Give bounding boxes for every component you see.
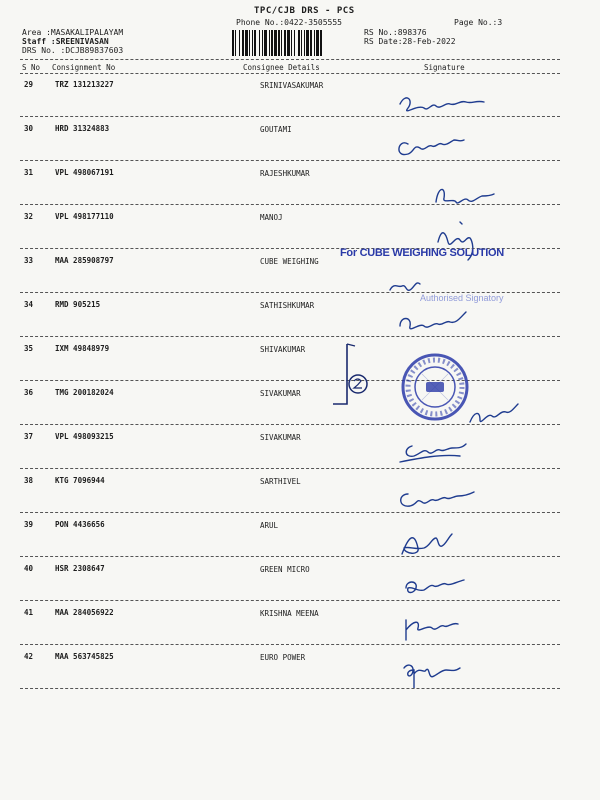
- row-sno: 35: [24, 344, 34, 353]
- table-row: [0, 564, 600, 608]
- row-consignee: GOUTAMI: [260, 125, 292, 134]
- table-row: [0, 168, 600, 212]
- drs-number: DRS No. :DCJB89837603: [22, 46, 124, 55]
- row-consignment-no: KTG 7096944: [55, 476, 105, 485]
- row-consignee: RAJESHKUMAR: [260, 169, 310, 178]
- row-signature: [390, 526, 540, 566]
- col-consignee: Consignee Details: [243, 63, 320, 72]
- row-divider: [20, 336, 560, 337]
- row-signature: [390, 130, 540, 170]
- row-consignee: EURO POWER: [260, 653, 306, 662]
- table-row: [0, 124, 600, 168]
- table-row: [0, 652, 600, 696]
- table-row: [0, 432, 600, 476]
- row-consignment-no: IXM 49848979: [55, 344, 110, 353]
- bracket-mark: [325, 340, 385, 420]
- table-row: [0, 300, 600, 344]
- row-sno: 42: [24, 652, 34, 661]
- row-signature: [390, 86, 540, 126]
- table-row: [0, 212, 600, 256]
- row-sno: 41: [24, 608, 34, 617]
- table-row: [0, 388, 600, 432]
- row-divider: [20, 116, 560, 117]
- row-consignment-no: VPL 498067191: [55, 168, 114, 177]
- row-consignment-no: TRZ 131213227: [55, 80, 114, 89]
- table-row: [0, 476, 600, 520]
- row-sno: 33: [24, 256, 34, 265]
- row-consignment-no: VPL 498093215: [55, 432, 114, 441]
- table-row: [0, 256, 600, 300]
- row-sno: 37: [24, 432, 34, 441]
- row-sno: 31: [24, 168, 34, 177]
- row-consignee: SATHISHKUMAR: [260, 301, 315, 310]
- row-divider: [20, 688, 560, 689]
- row-sno: 40: [24, 564, 34, 573]
- row-sno: 39: [24, 520, 34, 529]
- rs-number: RS No.:898376: [364, 28, 427, 37]
- row-signature: [390, 570, 540, 610]
- row-consignment-no: RMD 905215: [55, 300, 101, 309]
- row-signature: [390, 174, 540, 214]
- company-seal: [400, 352, 470, 422]
- row-sno: 30: [24, 124, 34, 133]
- row-consignee: SIVAKUMAR: [260, 433, 301, 442]
- company-stamp: For CUBE WEIGHING SOLUTION: [340, 247, 504, 259]
- row-signature: [390, 306, 540, 346]
- row-consignee: SHIVAKUMAR: [260, 345, 306, 354]
- row-sno: 32: [24, 212, 34, 221]
- phone-number: Phone No.:0422-3505555: [236, 18, 342, 27]
- table-row: [0, 80, 600, 124]
- row-consignment-no: MAA 284056922: [55, 608, 114, 617]
- row-consignee: GREEN MICRO: [260, 565, 310, 574]
- col-sno: S No: [22, 63, 41, 72]
- row-sno: 29: [24, 80, 34, 89]
- divider-top: [20, 59, 560, 60]
- row-consignee: SIVAKUMAR: [260, 389, 301, 398]
- staff-label: Staff :SREENIVASAN: [22, 37, 109, 46]
- table-row: [0, 520, 600, 564]
- row-divider: [20, 512, 560, 513]
- row-divider: [20, 380, 560, 381]
- area-label: Area :MASAKALIPALAYAM: [22, 28, 124, 37]
- row-consignee: ARUL: [260, 521, 279, 530]
- row-signature: [390, 438, 540, 478]
- authorised-signatory-stamp: Authorised Signatory: [420, 293, 504, 303]
- row-divider: [20, 600, 560, 601]
- table-row: [0, 344, 600, 388]
- row-consignment-no: PON 4436656: [55, 520, 105, 529]
- barcode: [232, 30, 360, 56]
- row-consignment-no: HRD 31324883: [55, 124, 110, 133]
- row-sno: 34: [24, 300, 34, 309]
- row-consignment-no: MAA 285908797: [55, 256, 114, 265]
- row-signature: [390, 482, 540, 522]
- row-divider: [20, 644, 560, 645]
- row-divider: [20, 556, 560, 557]
- row-signature: [390, 614, 540, 654]
- row-consignee: SARTHIVEL: [260, 477, 301, 486]
- row-divider: [20, 204, 560, 205]
- document-title: TPC/CJB DRS - PCS: [254, 6, 355, 16]
- page-number: Page No.:3: [454, 18, 503, 27]
- row-consignee: CUBE WEIGHING: [260, 257, 319, 266]
- row-consignee: MANOJ: [260, 213, 283, 222]
- row-consignment-no: TMG 200182024: [55, 388, 114, 397]
- row-consignee: KRISHNA MEENA: [260, 609, 319, 618]
- row-consignee: SRINIVASAKUMAR: [260, 81, 324, 90]
- row-sno: 38: [24, 476, 34, 485]
- table-row: [0, 608, 600, 652]
- col-signature: Signature: [424, 63, 465, 72]
- row-consignment-no: VPL 498177110: [55, 212, 114, 221]
- row-consignment-no: MAA 563745825: [55, 652, 114, 661]
- rs-date: RS Date:28-Feb-2022: [364, 37, 456, 46]
- col-consignment: Consignment No: [52, 63, 116, 72]
- row-sno: 36: [24, 388, 34, 397]
- row-divider: [20, 160, 560, 161]
- row-divider: [20, 468, 560, 469]
- row-divider: [20, 424, 560, 425]
- divider-header: [20, 73, 560, 74]
- row-consignment-no: HSR 2308647: [55, 564, 105, 573]
- row-signature: [390, 658, 540, 698]
